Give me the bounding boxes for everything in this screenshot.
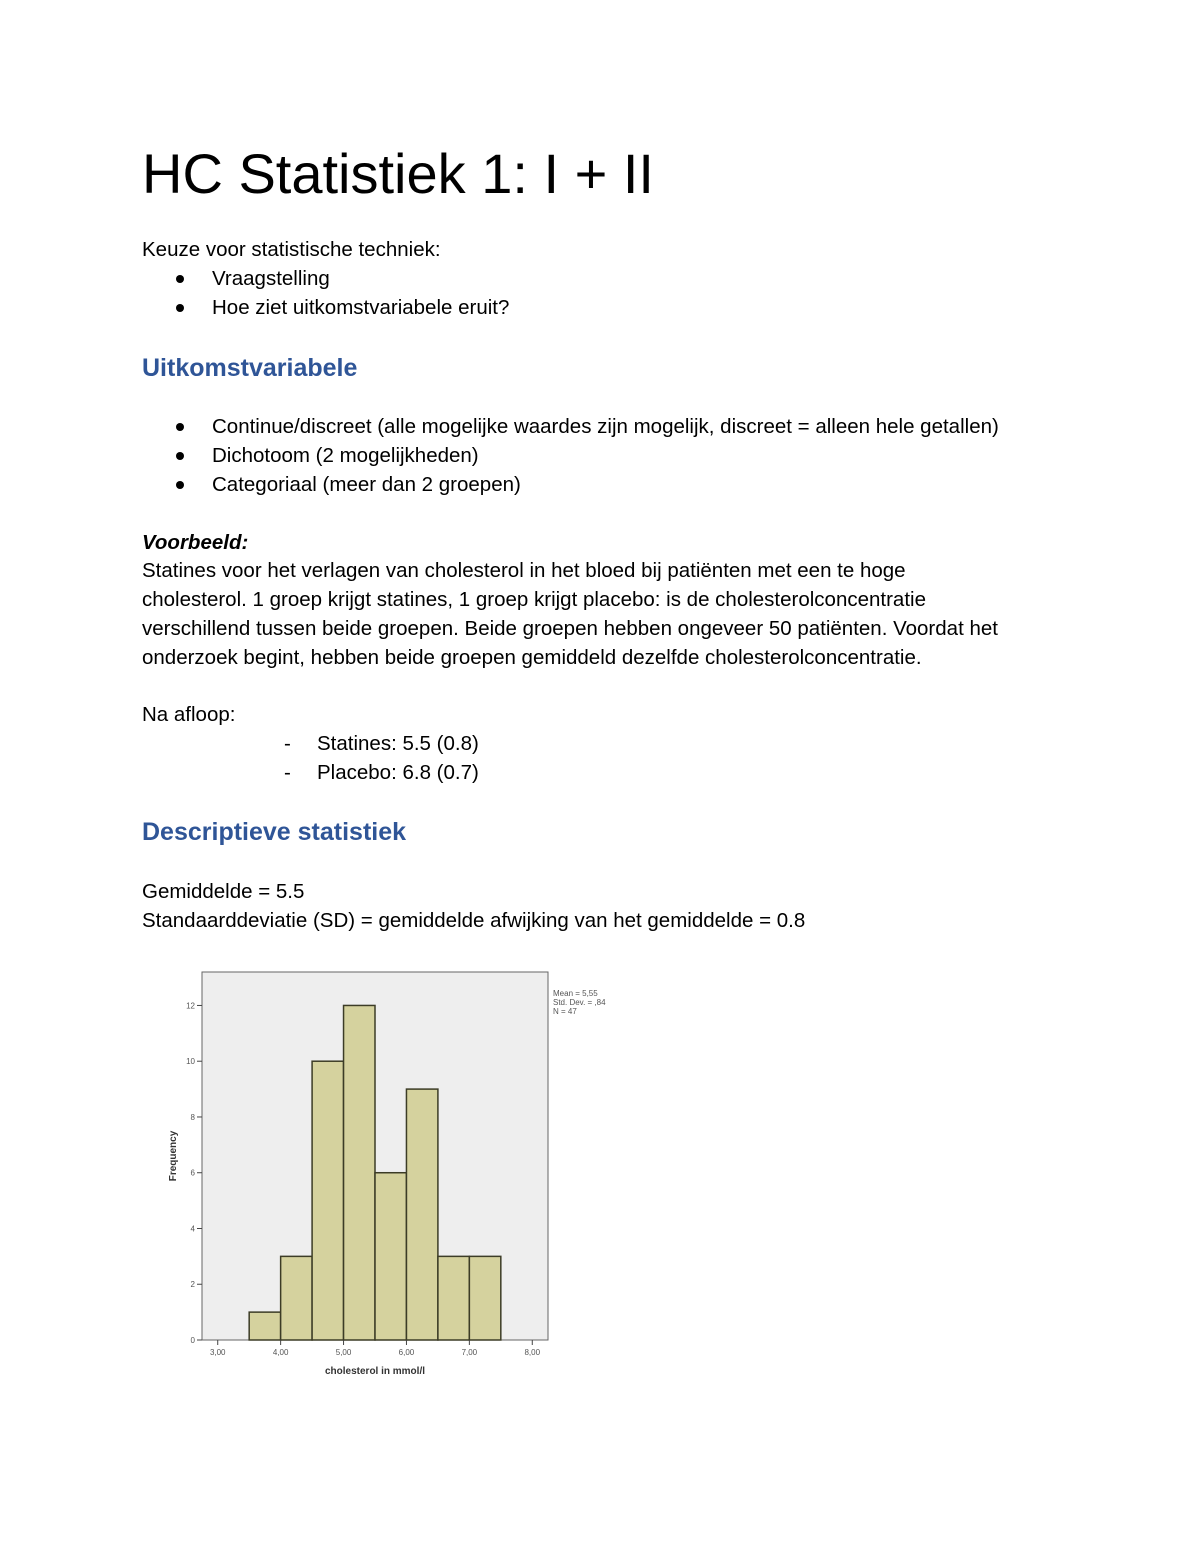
- y-tick-label: 6: [190, 1168, 195, 1178]
- intro-lead: Keuze voor statistische techniek:: [142, 238, 441, 261]
- section-heading-uitkomstvariabele: Uitkomstvariabele: [142, 354, 358, 382]
- histogram-bar: [281, 1256, 312, 1340]
- stats-box-line: Std. Dev. = ,84: [553, 998, 606, 1007]
- histogram-bar: [406, 1089, 437, 1340]
- x-tick-label: 6,00: [398, 1348, 415, 1357]
- x-tick-label: 3,00: [209, 1348, 226, 1357]
- paragraph-line: Statines voor het verlagen van cholesterol in het bloed bij patiënten met een te hoge: [142, 559, 906, 582]
- histogram-bar: [312, 1061, 343, 1340]
- histogram-chart: [155, 962, 635, 1387]
- page-title: HC Statistiek 1: I + II: [142, 142, 654, 205]
- paragraph-line: verschillend tussen beide groepen. Beide groepen hebben ongeveer 50 patiënten. Voordat het: [142, 617, 998, 640]
- x-axis-label: cholesterol in mmol/l: [324, 1366, 426, 1377]
- intro-bullet-list: [142, 264, 509, 322]
- stats-box-line: N = 47: [553, 1007, 577, 1016]
- histogram-bar: [344, 1005, 375, 1340]
- stats-box-line: Mean = 5,55: [553, 989, 598, 998]
- example-label: Voorbeeld:: [142, 531, 249, 554]
- y-tick-label: 12: [186, 1001, 195, 1011]
- histogram-figure: [155, 962, 635, 1387]
- after-label: Na afloop:: [142, 703, 236, 726]
- list-item: Dichotoom (2 mogelijkheden): [142, 441, 999, 470]
- y-tick-label: 10: [186, 1057, 195, 1067]
- y-axis-label: Frequency: [168, 1130, 179, 1182]
- mean-line: Gemiddelde = 5.5: [142, 880, 305, 903]
- histogram-bar: [375, 1173, 406, 1340]
- histogram-bar: [249, 1312, 280, 1340]
- list-item: Hoe ziet uitkomstvariabele eruit?: [142, 293, 509, 322]
- y-tick-label: 0: [190, 1336, 195, 1345]
- list-item: - Statines: 5.5 (0.8): [142, 729, 479, 758]
- uitkomst-bullet-list: [142, 412, 999, 499]
- list-item: - Placebo: 6.8 (0.7): [142, 758, 479, 787]
- example-paragraph: [142, 556, 1062, 672]
- histogram-bar: [438, 1256, 469, 1340]
- paragraph-line: onderzoek begint, hebben beide groepen gemiddeld dezelfde cholesterolconcentratie.: [142, 646, 922, 669]
- y-tick-label: 2: [190, 1280, 195, 1290]
- sd-line: Standaarddeviatie (SD) = gemiddelde afwijking van het gemiddelde = 0.8: [142, 909, 806, 932]
- list-item: Continue/discreet (alle mogelijke waardes zijn mogelijk, discreet = alleen hele getallen): [142, 412, 999, 441]
- y-tick-label: 4: [190, 1224, 195, 1234]
- x-tick-label: 5,00: [335, 1348, 352, 1357]
- y-tick-label: 8: [190, 1112, 195, 1122]
- list-item: Vraagstelling: [142, 264, 509, 293]
- x-tick-label: 7,00: [461, 1348, 478, 1357]
- results-list: [142, 729, 479, 787]
- x-tick-label: 4,00: [272, 1348, 289, 1357]
- x-tick-label: 8,00: [524, 1348, 541, 1357]
- histogram-bar: [469, 1256, 500, 1340]
- list-item: Categoriaal (meer dan 2 groepen): [142, 470, 999, 499]
- paragraph-line: cholesterol. 1 groep krijgt statines, 1 groep krijgt placebo: is de cholesterolconcentratie: [142, 588, 926, 611]
- section-heading-descriptieve-statistiek: Descriptieve statistiek: [142, 818, 407, 846]
